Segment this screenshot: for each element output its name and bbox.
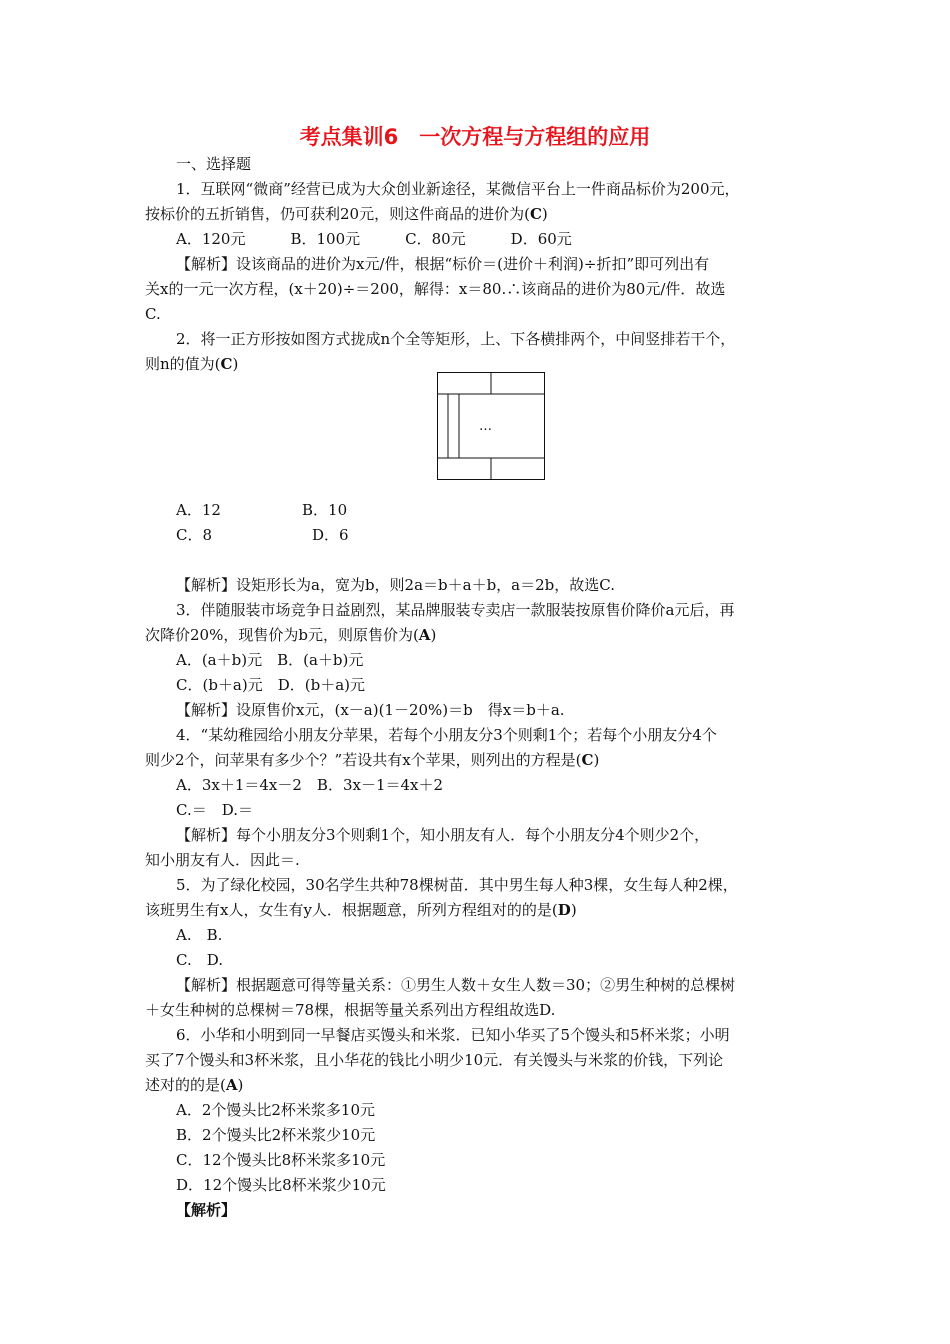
q3-options-ab: A．(a＋b)元 B．(a＋b)元 bbox=[176, 651, 364, 669]
q4-analysis-line2: 知小朋友有人．因此＝. bbox=[145, 851, 300, 869]
q5-analysis-line2: ＋女生种树的总棵树＝78棵，根据等量关系列出方程组故选D. bbox=[145, 1001, 556, 1019]
q1-answer: C bbox=[529, 205, 542, 223]
rectangle-tiling-figure bbox=[437, 372, 545, 480]
q4-analysis-line1: 【解析】每个小朋友分3个则剩1个，知小朋友有人．每个小朋友分4个则少2个， bbox=[176, 826, 710, 844]
q2-stem-line2: 则n的值为(C) bbox=[145, 355, 239, 373]
q6-analysis: 【解析】 bbox=[176, 1201, 237, 1219]
q4-options-ab: A．3x＋1＝4x－2 B．3x－1＝4x＋2 bbox=[176, 776, 444, 794]
q6-stem-line3: 述对的的是(A) bbox=[145, 1076, 244, 1094]
q3-stem-line1: 3．伴随服装市场竞争日益剧烈，某品牌服装专卖店一款服装按原售价降价a元后，再 bbox=[176, 601, 735, 619]
q4-stem-line1: 4．“某幼稚园给小朋友分苹果，若每个小朋友分3个则剩1个；若每个小朋友分4个 bbox=[176, 726, 717, 744]
q1-options: A．120元 B．100元 C．80元 D．60元 bbox=[176, 230, 572, 248]
q6-answer: A bbox=[225, 1076, 238, 1094]
q6-option-a: A．2个馒头比2杯米浆多10元 bbox=[176, 1101, 376, 1119]
q6-stem-line2: 买了7个馒头和3杯米浆，且小华花的钱比小明少10元．有关馒头与米浆的价钱，下列论 bbox=[145, 1051, 724, 1069]
q1-stem-line2: 按标价的五折销售，仍可获利20元，则这件商品的进价为(C) bbox=[145, 205, 548, 223]
q3-stem-line2: 次降价20%，现售价为b元，则原售价为(A) bbox=[145, 626, 437, 644]
q5-options-cd: C. D. bbox=[176, 951, 223, 969]
q1-analysis-line3: C. bbox=[145, 305, 161, 323]
q5-options-ab: A. B. bbox=[176, 926, 223, 944]
q5-stem-line2: 该班男生有x人，女生有y人．根据题意，所列方程组对的的是(D) bbox=[145, 901, 577, 919]
q1-analysis-line1: 【解析】设该商品的进价为x元/件，根据“标价＝(进价＋利润)÷折扣”即可列出有 bbox=[176, 255, 710, 273]
q3-options-cd: C．(b＋a)元 D．(b＋a)元 bbox=[176, 676, 366, 694]
q2-option-c: C．8 bbox=[176, 526, 213, 544]
figure-ellipsis: … bbox=[479, 419, 492, 434]
q6-option-c: C．12个馒头比8杯米浆多10元 bbox=[176, 1151, 386, 1169]
q6-option-b: B．2个馒头比2杯米浆少10元 bbox=[176, 1126, 376, 1144]
q6-stem-line1: 6．小华和小明到同一早餐店买馒头和米浆．已知小华买了5个馒头和5杯米浆；小明 bbox=[176, 1026, 730, 1044]
q2-answer: C bbox=[220, 355, 233, 373]
q2-stem-line1: 2．将一正方形按如图方式拢成n个全等矩形，上、下各横排两个，中间竖排若干个， bbox=[176, 330, 736, 348]
q1-stem-line1: 1．互联网“微商”经营已成为大众创业新途径，某微信平台上一件商品标价为200元， bbox=[176, 180, 740, 198]
q2-option-b: B．10 bbox=[302, 501, 348, 519]
q2-analysis: 【解析】设矩形长为a，宽为b，则2a＝b＋a＋b，a＝2b，故选C. bbox=[176, 576, 615, 594]
q5-stem-line1: 5．为了绿化校园，30名学生共种78棵树苗．其中男生每人种3棵，女生每人种2棵， bbox=[176, 876, 738, 894]
page-title: 考点集训6 一次方程与方程组的应用 bbox=[299, 125, 651, 149]
q4-stem-line2: 则少2个，问苹果有多少个？”若设共有x个苹果，则列出的方程是(C) bbox=[145, 751, 600, 769]
q3-answer: A bbox=[418, 626, 431, 644]
q2-option-a: A．12 bbox=[176, 501, 221, 519]
q4-answer: C bbox=[581, 751, 594, 769]
q5-answer: D bbox=[557, 901, 571, 919]
q6-option-d: D．12个馒头比8杯米浆少10元 bbox=[176, 1176, 386, 1194]
q4-options-cd: C.＝ D.＝ bbox=[176, 801, 253, 819]
q3-analysis: 【解析】设原售价x元，(x－a)(1－20%)＝b 得x＝b＋a. bbox=[176, 701, 565, 719]
section-heading: 一、选择题 bbox=[176, 155, 252, 173]
q2-option-d: D．6 bbox=[312, 526, 349, 544]
q5-analysis-line1: 【解析】根据题意可得等量关系：①男生人数＋女生人数＝30；②男生种树的总棵树 bbox=[176, 976, 736, 994]
q1-analysis-line2: 关x的一元一次方程，(x＋20)÷＝200，解得：x＝80.∴该商品的进价为80元/件．故选 bbox=[145, 280, 726, 298]
